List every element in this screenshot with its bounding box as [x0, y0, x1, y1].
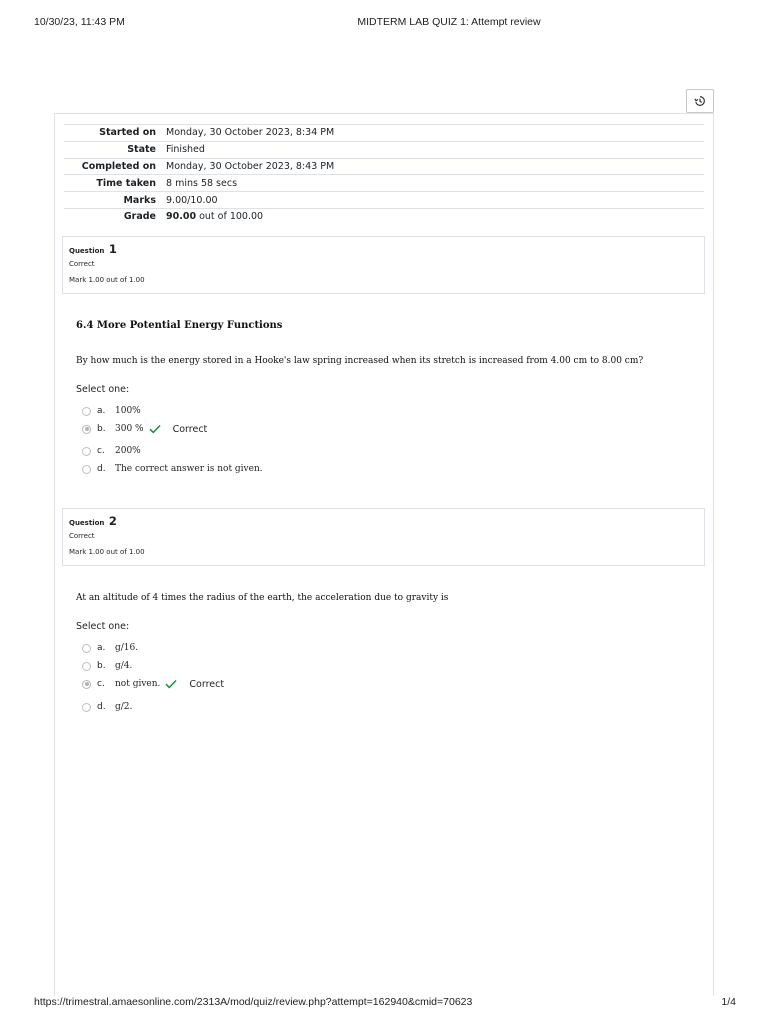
print-url: https://trimestral.amaesonline.com/2313A/mod/quiz/review.php?attempt=162940&cmid=70623: [34, 996, 473, 1008]
print-footer: [0, 996, 768, 1010]
summary-value: 8 mins 58 secs: [166, 177, 238, 189]
radio-button[interactable]: [82, 447, 91, 456]
summary-row-marks: [64, 191, 704, 208]
summary-row-started: [64, 124, 704, 141]
summary-label: Grade: [123, 211, 156, 223]
question-state: Correct: [69, 532, 95, 540]
attempt-summary-table: [64, 124, 704, 225]
checkmark-icon: [165, 679, 177, 689]
select-one-label: Select one:: [76, 621, 130, 632]
summary-label: Completed on: [81, 160, 156, 172]
checkmark-icon: [149, 424, 161, 434]
grade-value: 90.00: [166, 211, 197, 223]
summary-value: Monday, 30 October 2023, 8:34 PM: [166, 127, 335, 139]
question-text: At an altitude of 4 times the radius of the earth, the acceleration due to gravity is: [76, 593, 449, 603]
print-title: MIDTERM LAB QUIZ 1: Attempt review: [357, 16, 541, 28]
radio-button-selected[interactable]: [82, 425, 91, 434]
question-info-1: [62, 236, 705, 294]
radio-button[interactable]: [82, 465, 91, 474]
radio-button[interactable]: [82, 662, 91, 671]
summary-value: 9.00/10.00: [166, 194, 218, 206]
print-header: [0, 16, 768, 30]
summary-label: Started on: [99, 127, 156, 139]
answer-option-b[interactable]: b. 300 % Correct: [82, 422, 207, 436]
summary-label: Time taken: [96, 177, 156, 189]
summary-value: [166, 211, 704, 222]
radio-button[interactable]: [82, 644, 91, 653]
select-one-label: Select one:: [76, 384, 130, 395]
question-info-2: [62, 508, 705, 566]
summary-row-grade: [64, 208, 704, 225]
question-grade: Mark 1.00 out of 1.00: [69, 276, 145, 284]
answer-option-c[interactable]: c. 200%: [82, 444, 141, 458]
summary-row-time-taken: [64, 174, 704, 191]
timer-toggle-button[interactable]: [686, 89, 714, 113]
summary-value: Finished: [166, 144, 205, 156]
question-text: By how much is the energy stored in a Hooke's law spring increased when its stretch is increased from 4.00 cm to 8.00 cm?: [76, 356, 644, 366]
radio-button[interactable]: [82, 407, 91, 416]
print-page-number: 1/4: [721, 996, 736, 1008]
correct-feedback: Correct: [172, 423, 208, 435]
answer-option-a[interactable]: a. g/16.: [82, 641, 138, 655]
question-number: Question 2: [69, 514, 117, 528]
correct-feedback: Correct: [189, 678, 225, 690]
summary-label: State: [127, 144, 156, 156]
summary-value: Monday, 30 October 2023, 8:43 PM: [166, 160, 335, 172]
summary-row-completed: [64, 158, 704, 175]
answer-option-d[interactable]: d. g/2.: [82, 700, 132, 714]
summary-row-state: [64, 141, 704, 158]
answer-option-a[interactable]: a. 100%: [82, 404, 141, 418]
question-grade: Mark 1.00 out of 1.00: [69, 548, 145, 556]
answer-option-c[interactable]: c. not given. Correct: [82, 677, 224, 691]
question-number: Question 1: [69, 242, 117, 256]
summary-label: Marks: [123, 194, 156, 206]
grade-out-of: out of 100.00: [196, 211, 264, 223]
print-datetime: 10/30/23, 11:43 PM: [34, 16, 125, 28]
radio-button-selected[interactable]: [82, 680, 91, 689]
answer-option-b[interactable]: b. g/4.: [82, 659, 132, 673]
radio-button[interactable]: [82, 703, 91, 712]
question-state: Correct: [69, 260, 95, 268]
history-icon: [694, 95, 706, 107]
question-heading: 6.4 More Potential Energy Functions: [76, 320, 283, 331]
answer-option-d[interactable]: d. The correct answer is not given.: [82, 462, 263, 476]
